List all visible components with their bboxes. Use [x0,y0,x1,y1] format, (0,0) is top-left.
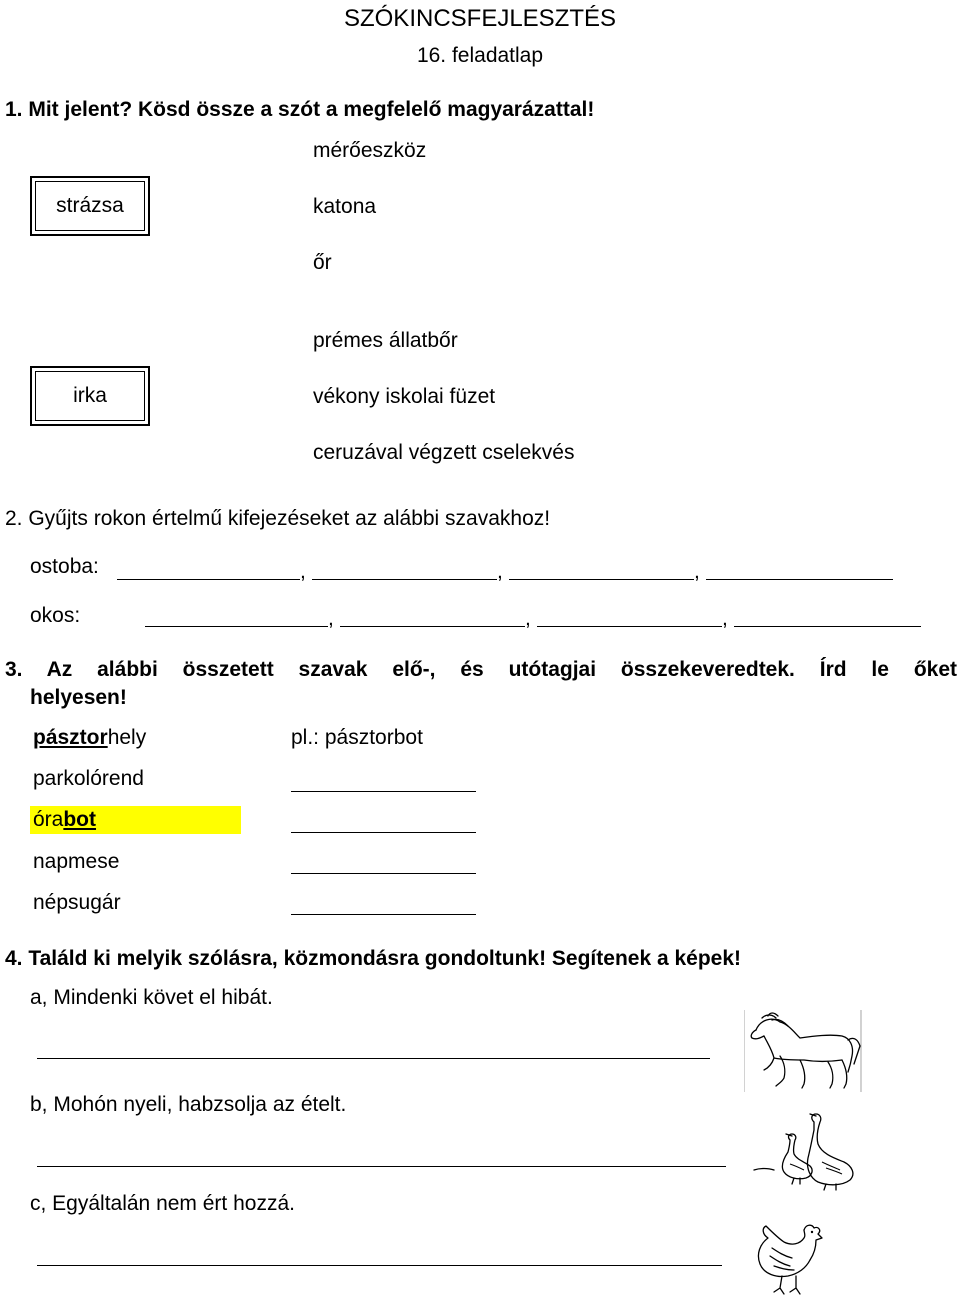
answer-line[interactable] [340,626,525,627]
word-item [33,726,146,750]
word-item [33,808,96,832]
answer-line[interactable] [734,626,921,627]
answer-line[interactable] [37,1058,710,1059]
proverb-hint: c, Egyáltalán nem ért hozzá. [30,1192,295,1215]
answer-line[interactable] [291,914,476,915]
option-text: mérőeszköz [313,139,427,162]
word-prefix: nép [33,891,69,914]
word-prefix: parkoló [33,767,102,790]
separator: , [497,560,503,583]
word-item [33,850,119,874]
word-suffix: rend [101,767,144,790]
separator: , [694,560,700,583]
word-prefix: pásztor [33,726,108,749]
word-prefix: óra [33,808,64,831]
answer-line[interactable] [706,579,893,580]
word-suffix: sugár [68,891,121,914]
task2-heading [5,507,550,531]
row2-label: okos: [30,604,81,627]
option-text: prémes állatbőr [313,329,458,352]
horse-illustration [744,1010,862,1092]
answer-line[interactable] [291,873,476,874]
task2-heading-text: 2. Gyűjts rokon értelmű kifejezéseket az alábbi szavakhoz! [5,507,551,530]
task4-heading: 4. Találd ki melyik szólásra, közmondásra gondoltunk! Segítenek a képek! [5,947,742,970]
example-answer: pl.: pásztorbot [291,726,423,749]
answer-line[interactable] [37,1265,722,1266]
proverb-hint: a, Mindenki követ el hibát. [30,986,273,1009]
word-suffix: hely [107,726,147,749]
word-item [33,767,144,791]
separator: , [525,607,531,630]
word-item [33,891,121,915]
geese-illustration [750,1112,860,1192]
option-text: őr [313,251,332,274]
task3-heading-cont: helyesen! [30,686,127,709]
page-title: SZÓKINCSFEJLESZTÉS [343,5,617,32]
separator: , [328,607,334,630]
answer-line[interactable] [537,626,722,627]
separator: , [300,560,306,583]
word-box-label: strázsa [35,181,145,231]
option-text: vékony iskolai füzet [313,385,496,408]
option-text: katona [313,195,377,218]
answer-line[interactable] [509,579,694,580]
word-box-label: irka [35,371,145,421]
separator: , [722,607,728,630]
word-prefix: nap [33,850,69,873]
word-suffix: mese [68,850,120,873]
row1-label: ostoba: [30,555,99,578]
answer-line[interactable] [312,579,497,580]
answer-line[interactable] [291,832,476,833]
task1-heading: 1. Mit jelent? Kösd össze a szót a megfelelő magyarázattal! [5,98,595,121]
word-box-irka [30,366,150,426]
word-suffix: bot [63,808,97,831]
word-box-strazsa [30,176,150,236]
answer-line[interactable] [37,1166,726,1167]
answer-line[interactable] [291,791,476,792]
answer-line[interactable] [145,626,328,627]
page-subtitle: 16. feladatlap [416,44,544,67]
proverb-hint: b, Mohón nyeli, habzsolja az ételt. [30,1093,347,1116]
option-text: ceruzával végzett cselekvés [313,441,575,464]
hen-illustration [752,1218,832,1302]
answer-line[interactable] [117,579,300,580]
task3-heading: 3. Az alábbi összetett szavak elő-, és utótagjai összekeveredtek. Írd le őket [5,658,957,681]
